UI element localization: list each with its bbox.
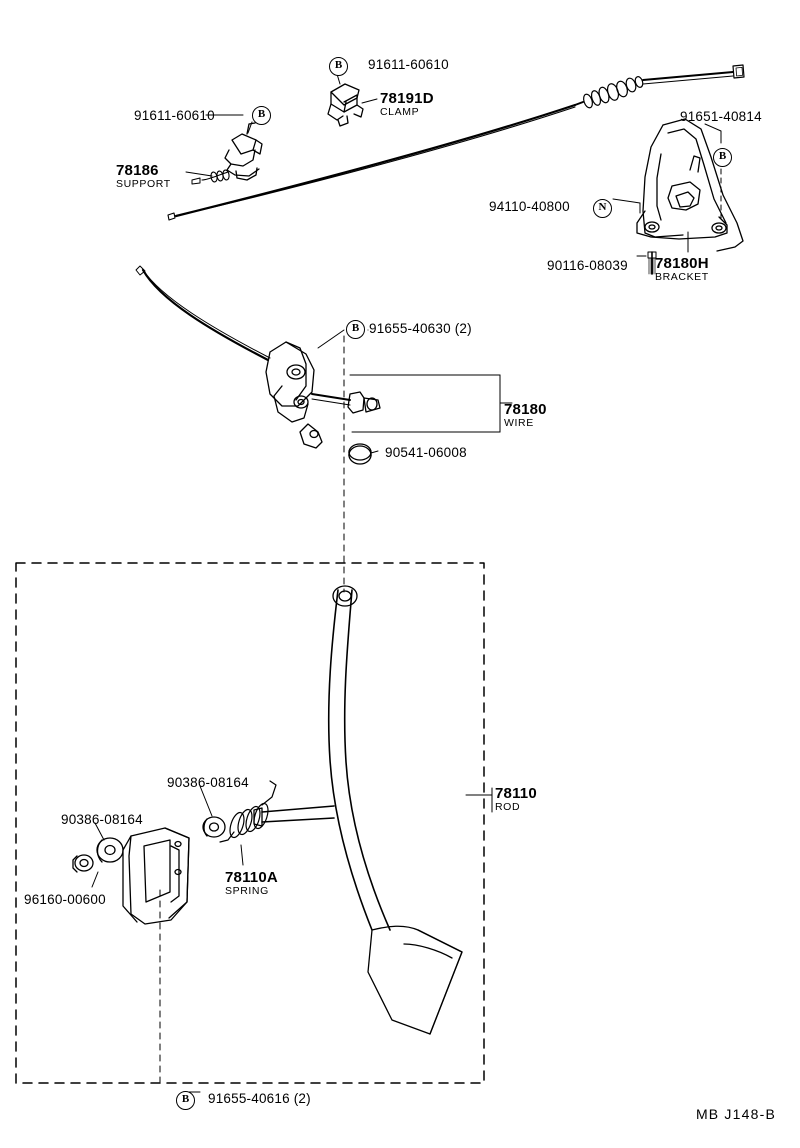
part-label-90386-08164-upper — [167, 776, 249, 790]
part-number: 91655-40630 (2) — [369, 321, 472, 336]
part-label-91655-40616 — [208, 1092, 311, 1106]
part-number: 78180 — [504, 401, 547, 418]
part-number: 90386-08164 — [167, 775, 249, 790]
part-label-90541-06008 — [385, 446, 467, 460]
part-label-91611-60610-left — [134, 109, 215, 123]
part-number: 94110-40800 — [489, 199, 570, 214]
part-number: 91651-40814 — [680, 109, 762, 124]
part-number: 91655-40616 (2) — [208, 1091, 311, 1106]
circle-mark-b: B — [713, 148, 732, 167]
part-label-78110a — [225, 870, 278, 897]
part-number: 96160-00600 — [24, 892, 106, 907]
circle-mark-b: B — [252, 106, 271, 125]
circle-mark-b: B — [346, 320, 365, 339]
part-label-91651-40814 — [680, 110, 762, 124]
circle-mark-b: B — [176, 1091, 195, 1110]
circle-mark-b: B — [329, 57, 348, 76]
diagram-footer-code: MB J148-B — [695, 1106, 776, 1122]
part-label-90386-08164-lower — [61, 813, 143, 827]
part-number: 90116-08039 — [547, 258, 628, 273]
part-label-96160-00600 — [24, 893, 106, 907]
part-number: 78186 — [116, 162, 159, 179]
part-number: 90541-06008 — [385, 445, 467, 460]
part-name: SUPPORT — [116, 177, 171, 190]
part-label-94110-40800 — [489, 200, 570, 214]
part-name: BRACKET — [655, 270, 709, 283]
part-name: WIRE — [504, 416, 534, 429]
part-label-91655-40630 — [369, 322, 472, 336]
part-number: 78110 — [495, 785, 537, 802]
part-number: 91611-60610 — [134, 108, 215, 123]
part-label-78180h — [655, 256, 709, 283]
part-name: CLAMP — [380, 105, 420, 118]
part-name: ROD — [495, 800, 521, 813]
part-label-78191d — [380, 91, 434, 118]
part-number: 90386-08164 — [61, 812, 143, 827]
part-number: 78180H — [655, 255, 709, 272]
circle-mark-n: N — [593, 199, 612, 218]
part-label-78186 — [116, 163, 171, 190]
part-label-90116-08039 — [547, 259, 628, 273]
part-name: SPRING — [225, 884, 269, 897]
part-label-91611-60610-top — [368, 58, 449, 72]
part-label-78110 — [495, 786, 537, 813]
part-number: 78191D — [380, 90, 434, 107]
part-number: 78110A — [225, 869, 278, 886]
part-number: 91611-60610 — [368, 57, 449, 72]
part-label-78180 — [504, 402, 547, 429]
